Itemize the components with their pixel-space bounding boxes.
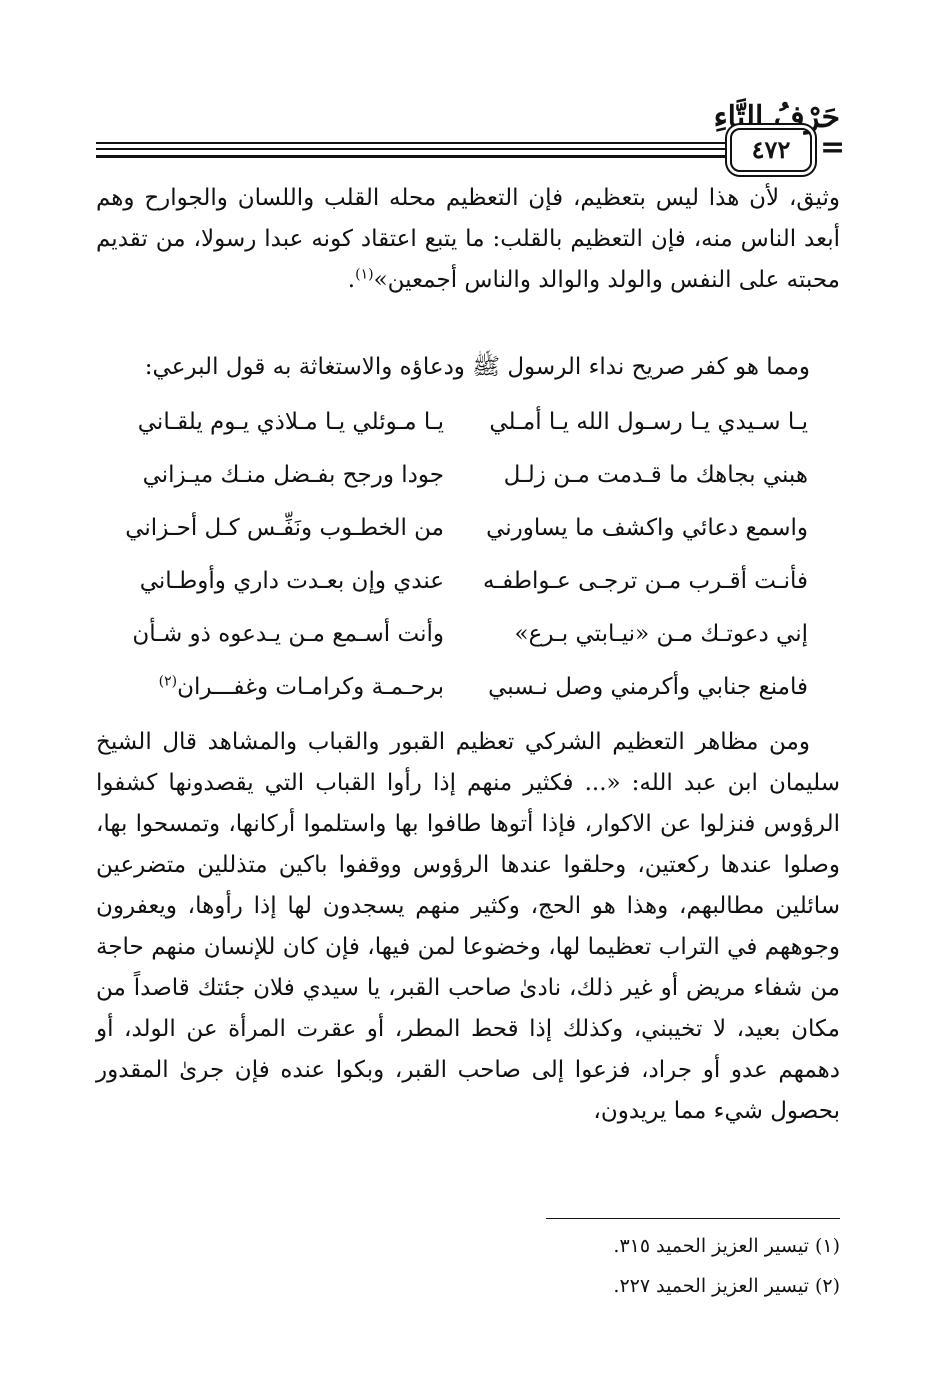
paragraph-3: [96, 722, 840, 1132]
poem-first-hemistich: فامنع جنابي وأكرمني وصل نـسبي: [488, 674, 808, 700]
header-rule: [96, 142, 726, 144]
paragraph-1: [96, 178, 840, 301]
paragraph-3-text: ومن مظاهر التعظيم الشركي تعظيم القبور والقباب والمشاهد قال الشيخ سليمان ابن عبد الله: «... فكثير منهم إذا رأوا القباب التي يقصدونها كشفوا الرؤوس فنزلوا عن الاكوار، فإذا أتوها طافوا بها واستلموا أركانها، وتمسحوا بها، وصلوا عندها ركعتين، وحلقوا عندها الرؤوس ووقفوا باكين متذللين متضرعين سائلين مطالبهم، وهذا هو الحج، وكثير منهم يسجدون لها إذا رأوها، ويعفرون وجوههم في التراب تعظيما لها، وخضوعا لمن فيها، فإن كان للإنسان منهم حاجة من شفاء مريض أو غير ذلك، نادىٰ صاحب القبر، يا سيدي فلان جئتك قاصداً من مكان بعيد، لا تخيبني، وكذلك إذا قحط المطر، أو عقرت المرأة عن الولد، أو دهمهم عدو أو جراد، فزعوا إلى صاحب القبر، وبكوا عنده فإن جرىٰ المقدور بحصول شيء مما يريدون،: [96, 729, 840, 1124]
poem-verse: [96, 449, 840, 502]
poem-second-hemistich: وأنت أسـمع مـن يـدعوه ذو شـأن: [132, 621, 444, 647]
poem-first-hemistich: إني دعوتـك مـن «نيـابتي بـرع»: [514, 621, 808, 647]
footnote-1: [613, 1232, 840, 1260]
poem-second-hemistich: من الخطـوب ونَفِّـس كـل أحـزاني: [125, 515, 444, 541]
poem-second-hemistich-text: برحـمـة وكرامـات وغفـــران: [177, 674, 444, 700]
header-rule: [96, 148, 726, 150]
footnote-ref-2: (٢): [158, 673, 178, 690]
paragraph-2: [96, 347, 840, 388]
footnote-text: تيسير العزيز الحميد ٣١٥.: [613, 1235, 809, 1257]
footnote-separator: [546, 1218, 840, 1219]
poem-second-hemistich: جودا ورجح بفـضل منـك ميـزاني: [142, 462, 444, 488]
paragraph-1-text: وثيق، لأن هذا ليس بتعظيم، فإن التعظيم محله القلب واللسان والجوارح وهم أبعد الناس منه، فإن التعظيم بالقلب: ما يتبع اعتقاد كونه عبدا رسولا، من تقديم محبته على النفس والولد والوالد والناس أجمعين»: [96, 185, 840, 293]
poem-verse: [96, 555, 840, 608]
poem-first-hemistich: واسمع دعائي واكشف ما يساورني: [486, 515, 808, 541]
poem-second-hemistich: يـا مـوئلي يـا مـلاذي يـوم يلقـاني: [137, 409, 444, 435]
footnote-marker: (٢): [814, 1275, 840, 1297]
poem: [96, 396, 840, 714]
poem-second-hemistich: عندي وإن بعـدت داري وأوطـاني: [139, 568, 444, 594]
footnote-ref-1: (١): [355, 266, 374, 283]
poem-verse: [96, 396, 840, 449]
chapter-title: حَرْفُ التَّاءِ: [713, 100, 840, 135]
header-rule: [96, 155, 726, 158]
poem-verse: [96, 608, 840, 661]
poem-first-hemistich: يـا سـيدي يـا رسـول الله يـا أمـلي: [489, 409, 808, 435]
footnote-2: [613, 1272, 840, 1300]
poem-first-hemistich: فأنـت أقـرب مـن ترجـى عـواطفـه: [483, 568, 808, 594]
header-end-mark: =: [820, 130, 846, 165]
page-number: ٤٧٢: [730, 128, 812, 172]
poem-first-hemistich: هبني بجاهك ما قـدمت مـن زلـل: [503, 462, 808, 488]
footnote-text: تيسير العزيز الحميد ٢٢٧.: [613, 1275, 809, 1297]
poem-second-hemistich: [159, 661, 444, 714]
paragraph-1-end: .: [347, 267, 356, 293]
poem-verse: [96, 502, 840, 555]
paragraph-2-text: ومما هو كفر صريح نداء الرسول ﷺ ودعاؤه والاستغاثة به قول البرعي:: [144, 354, 810, 380]
footnote-marker: (١): [814, 1235, 840, 1257]
poem-verse: [96, 661, 840, 714]
